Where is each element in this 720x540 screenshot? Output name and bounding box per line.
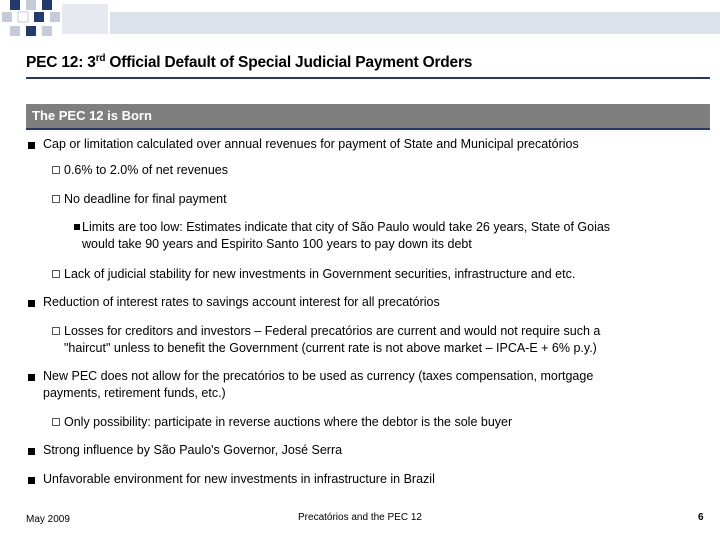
bullet-line-11: Unfavorable environment for new investments in infrastructure in Brazil	[43, 472, 435, 486]
bullet-square-icon	[28, 477, 35, 484]
footer-title: Precatórios and the PEC 12	[298, 512, 422, 523]
header-decoration	[0, 0, 720, 42]
footer-date: May 2009	[26, 514, 70, 525]
sub-bullet-line-5: Lack of judicial stability for new investments in Government securities, infrastructure and etc.	[64, 267, 576, 281]
title-rule	[26, 77, 710, 79]
sub-bullet-box-icon	[52, 270, 60, 278]
bullet-line-8a: New PEC does not allow for the precatórios to be used as currency (taxes compensation, mortgage	[43, 369, 594, 383]
title-superscript: rd	[95, 53, 106, 64]
bullet-line-6: Reduction of interest rates to savings account interest for all precatórios	[43, 295, 440, 309]
sub-sub-bullet-line-4b: would take 90 years and Espirito Santo 100 years to pay down its debt	[82, 237, 472, 251]
sub-sub-bullet-square-icon	[74, 224, 80, 230]
title-main: PEC 12: 3	[26, 54, 96, 71]
sub-bullet-line-7a: Losses for creditors and investors – Federal precatórios are current and would not require such a	[64, 324, 601, 338]
sub-bullet-line-2: 0.6% to 2.0% of net revenues	[64, 163, 228, 177]
bullet-square-icon	[28, 300, 35, 307]
sub-bullet-box-icon	[52, 195, 60, 203]
section-banner	[26, 104, 710, 130]
sub-bullet-box-icon	[52, 418, 60, 426]
sub-sub-bullet-line-4a: Limits are too low: Estimates indicate that city of São Paulo would take 26 years, State of Goias	[82, 220, 611, 234]
slide-title	[26, 54, 706, 72]
bullet-line-10: Strong influence by São Paulo's Governor, José Serra	[43, 443, 343, 457]
sub-bullet-box-icon	[52, 166, 60, 174]
bullet-square-icon	[28, 374, 35, 381]
bullet-square-icon	[28, 448, 35, 455]
sub-bullet-box-icon	[52, 327, 60, 335]
page-number: 6	[698, 512, 704, 523]
title-rest: Official Default of Special Judicial Payment Orders	[105, 54, 473, 71]
sub-bullet-line-3: No deadline for final payment	[64, 192, 227, 206]
sub-bullet-line-7b: "haircut" unless to benefit the Government (current rate is not above market – IPCA-E + 6% p.y.)	[64, 341, 597, 355]
sub-bullet-line-9: Only possibility: participate in reverse auctions where the debtor is the sole buyer	[64, 415, 513, 429]
section-title: The PEC 12 is Born	[32, 108, 152, 123]
bullet-line-8b: payments, retirement funds, etc.)	[43, 386, 226, 400]
bullet-square-icon	[28, 142, 35, 149]
bullet-line-1: Cap or limitation calculated over annual revenues for payment of State and Municipal precatórios	[43, 137, 579, 151]
